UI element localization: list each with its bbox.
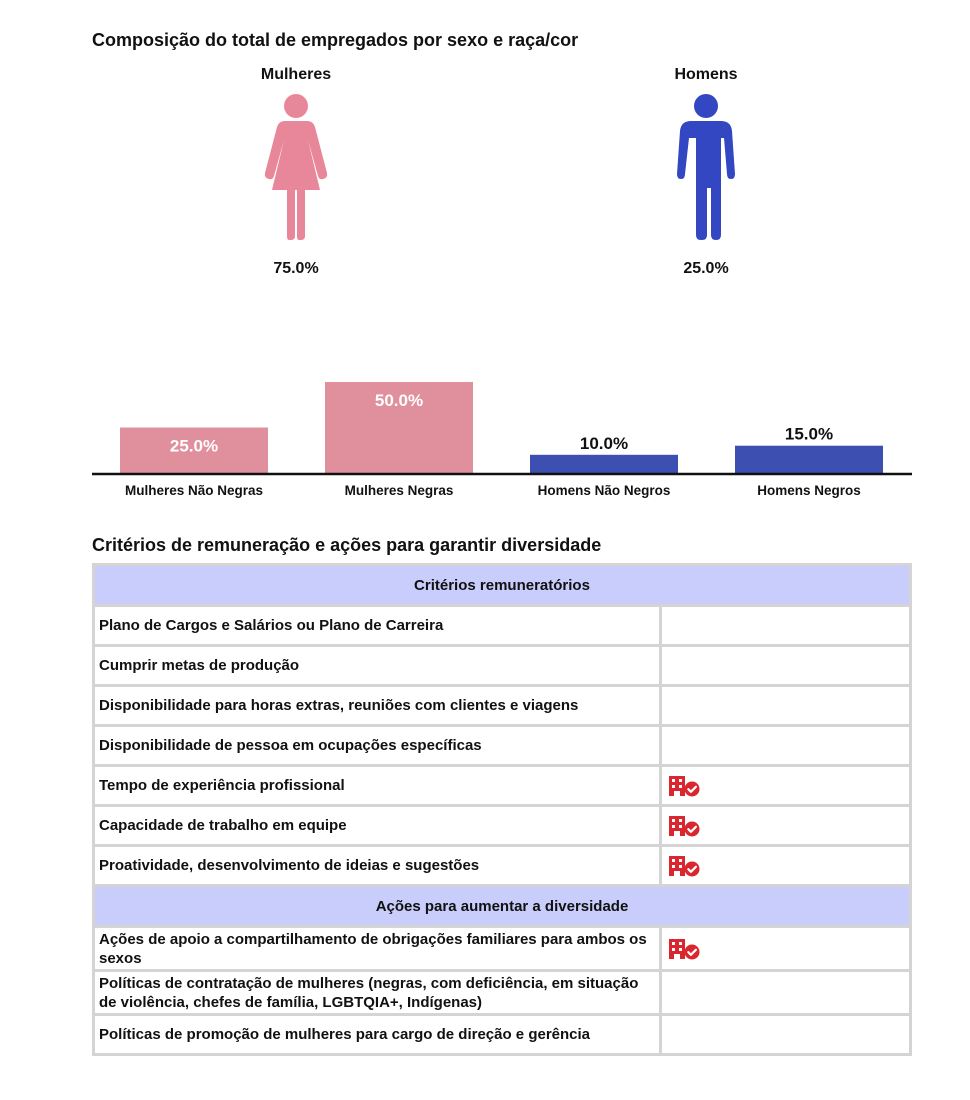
criteria-table <box>92 563 912 1056</box>
diversity-header: Ações para aumentar a diversidade <box>94 886 911 927</box>
category-labels-group <box>125 483 861 498</box>
remuneration-row <box>94 726 911 766</box>
category-label: Mulheres Não Negras <box>124 483 264 498</box>
remuneration-row <box>94 846 911 886</box>
remuneration-mark-cell <box>661 726 911 766</box>
diversity-header-row <box>94 886 911 927</box>
criteria-title: Critérios de remuneração e ações para garantir diversidade <box>92 535 602 555</box>
composition-title: Composição do total de empregados por sexo e raça/cor <box>92 30 579 50</box>
bar <box>735 446 883 473</box>
remuneration-criterion: Disponibilidade de pessoa em ocupações específicas <box>94 726 661 766</box>
diversity-criterion: Ações de apoio a compartilhamento de obrigações familiares para ambos os sexos <box>94 927 661 971</box>
remuneration-row <box>94 766 911 806</box>
remuneration-mark-cell <box>661 766 911 806</box>
women-summary <box>196 66 396 278</box>
remuneration-criterion: Disponibilidade para horas extras, reuniões com clientes e viagens <box>94 686 661 726</box>
bar-value-label: 25.0% <box>169 436 219 456</box>
remuneration-mark-cell <box>661 606 911 646</box>
diversity-criterion: Políticas de contratação de mulheres (negras, com deficiência, em situação de violência, chefes de família, LGBTQIA+, Indígenas) <box>94 971 661 1015</box>
bar-value-label: 15.0% <box>784 424 834 444</box>
remuneration-mark-cell <box>661 846 911 886</box>
diversity-mark-cell <box>661 927 911 971</box>
remuneration-row <box>94 806 911 846</box>
remuneration-criterion: Proatividade, desenvolvimento de ideias e sugestões <box>94 846 661 886</box>
diversity-mark-cell <box>661 971 911 1015</box>
remuneration-criterion: Plano de Cargos e Salários ou Plano de Carreira <box>94 606 661 646</box>
remuneration-header-row <box>94 565 911 606</box>
race-gender-bar-chart <box>0 360 970 510</box>
category-label: Homens Negros <box>757 483 861 498</box>
remuneration-mark-cell <box>661 806 911 846</box>
bar-value-label: 10.0% <box>579 433 629 453</box>
men-summary <box>606 66 806 278</box>
women-label: Mulheres <box>260 66 332 83</box>
bars-group <box>120 382 883 473</box>
diversity-mark-cell <box>661 1015 911 1055</box>
men-label: Homens <box>674 66 738 83</box>
diversity-rows <box>94 927 911 1055</box>
remuneration-row <box>94 646 911 686</box>
remuneration-header: Critérios remuneratórios <box>94 565 911 606</box>
remuneration-rows <box>94 606 911 886</box>
remuneration-mark-cell <box>661 686 911 726</box>
diversity-row <box>94 1015 911 1055</box>
diversity-row <box>94 927 911 971</box>
men-percentage: 25.0% <box>683 260 729 277</box>
diversity-criterion: Políticas de promoção de mulheres para cargo de direção e gerência <box>94 1015 661 1055</box>
remuneration-criterion: Tempo de experiência profissional <box>94 766 661 806</box>
bar-value-label: 50.0% <box>374 391 424 410</box>
women-percentage: 75.0% <box>273 260 319 277</box>
building-check-icon <box>667 774 701 798</box>
building-check-icon <box>667 854 701 878</box>
category-label: Homens Não Negros <box>537 483 671 498</box>
man-icon <box>671 94 741 240</box>
bar <box>530 455 678 473</box>
diversity-row <box>94 971 911 1015</box>
building-check-icon <box>667 814 701 838</box>
building-check-icon <box>667 937 701 961</box>
woman-icon <box>261 94 331 240</box>
remuneration-mark-cell <box>661 646 911 686</box>
remuneration-criterion: Capacidade de trabalho em equipe <box>94 806 661 846</box>
remuneration-criterion: Cumprir metas de produção <box>94 646 661 686</box>
category-label: Mulheres Negras <box>344 483 454 498</box>
remuneration-row <box>94 606 911 646</box>
remuneration-row <box>94 686 911 726</box>
